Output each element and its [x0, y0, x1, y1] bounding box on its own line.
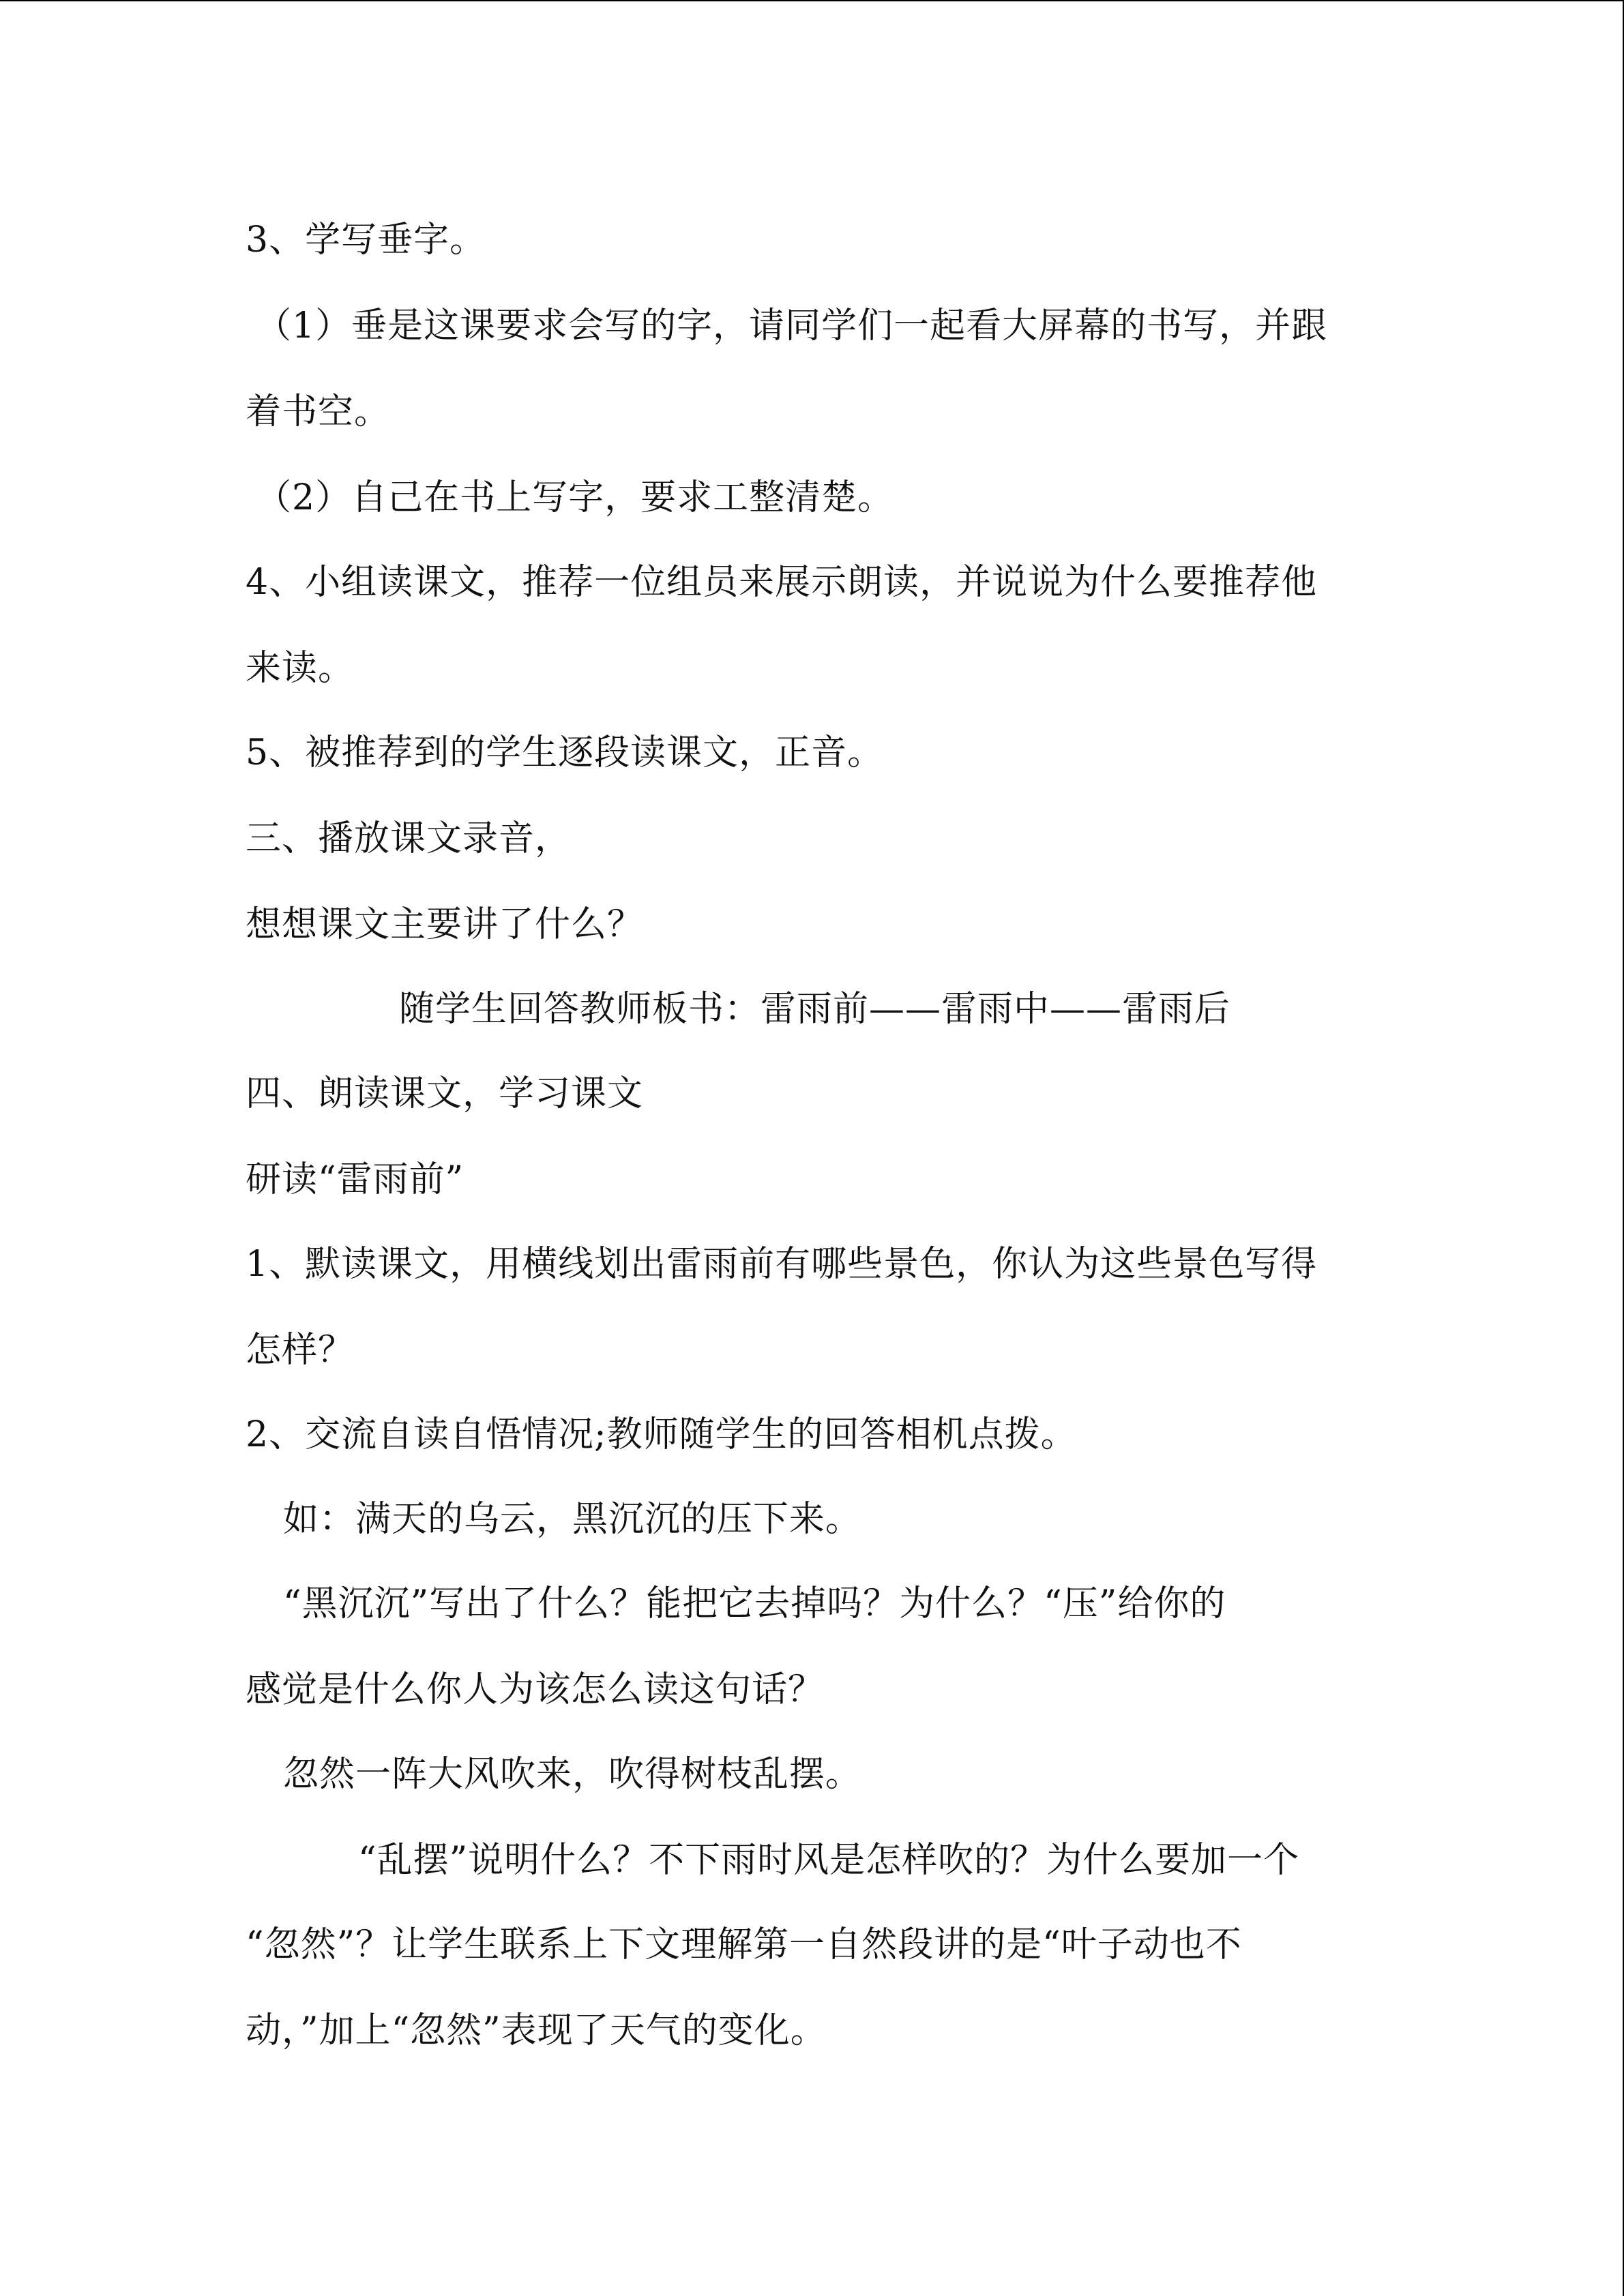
text-line: 随学生回答教师板书：雷雨前——雷雨中——雷雨后	[399, 989, 1231, 1030]
text-line: 如：满天的乌云，黑沉沉的压下来。	[283, 1499, 862, 1540]
text-line: “忽然”？让学生联系上下文理解第一自然段讲的是“叶子动也不	[246, 1924, 1242, 1965]
text-line: 怎样？	[246, 1330, 355, 1371]
text-line: 研读“雷雨前”	[246, 1159, 464, 1200]
text-line: 三、播放课文录音，	[246, 818, 572, 859]
text-line: 忽然一阵大风吹来，吹得树枝乱摆。	[283, 1754, 862, 1795]
text-line: “乱摆”说明什么？不下雨时风是怎样吹的？为什么要加一个	[358, 1840, 1300, 1881]
text-line: “黑沉沉”写出了什么？能把它去掉吗？为什么？“压”给你的	[283, 1583, 1226, 1624]
text-line: 4、小组读课文，推荐一位组员来展示朗读，并说说为什么要推荐他	[246, 562, 1318, 603]
text-line: 来读。	[246, 648, 355, 689]
text-line: 着书空。	[246, 391, 391, 432]
text-line: 动，”加上“忽然”表现了天气的变化。	[246, 2010, 827, 2051]
text-line: 想想课文主要讲了什么？	[246, 904, 644, 945]
text-line: 5、被推荐到的学生逐段读课文，正音。	[246, 732, 884, 773]
text-line: （2）自己在书上写字，要求工整清楚。	[256, 477, 894, 518]
text-line: 2、交流自读自悟情况;教师随学生的回答相机点拨。	[246, 1414, 1077, 1455]
text-line: 3、学写垂字。	[246, 220, 486, 260]
text-line: 四、朗读课文，学习课文	[246, 1073, 644, 1114]
text-line: 1、默读课文，用横线划出雷雨前有哪些景色，你认为这些景色写得	[246, 1244, 1318, 1285]
text-line: （1）垂是这课要求会写的字，请同学们一起看大屏幕的书写，并跟	[256, 305, 1328, 346]
text-line: 感觉是什么你人为该怎么读这句话？	[246, 1669, 825, 1710]
